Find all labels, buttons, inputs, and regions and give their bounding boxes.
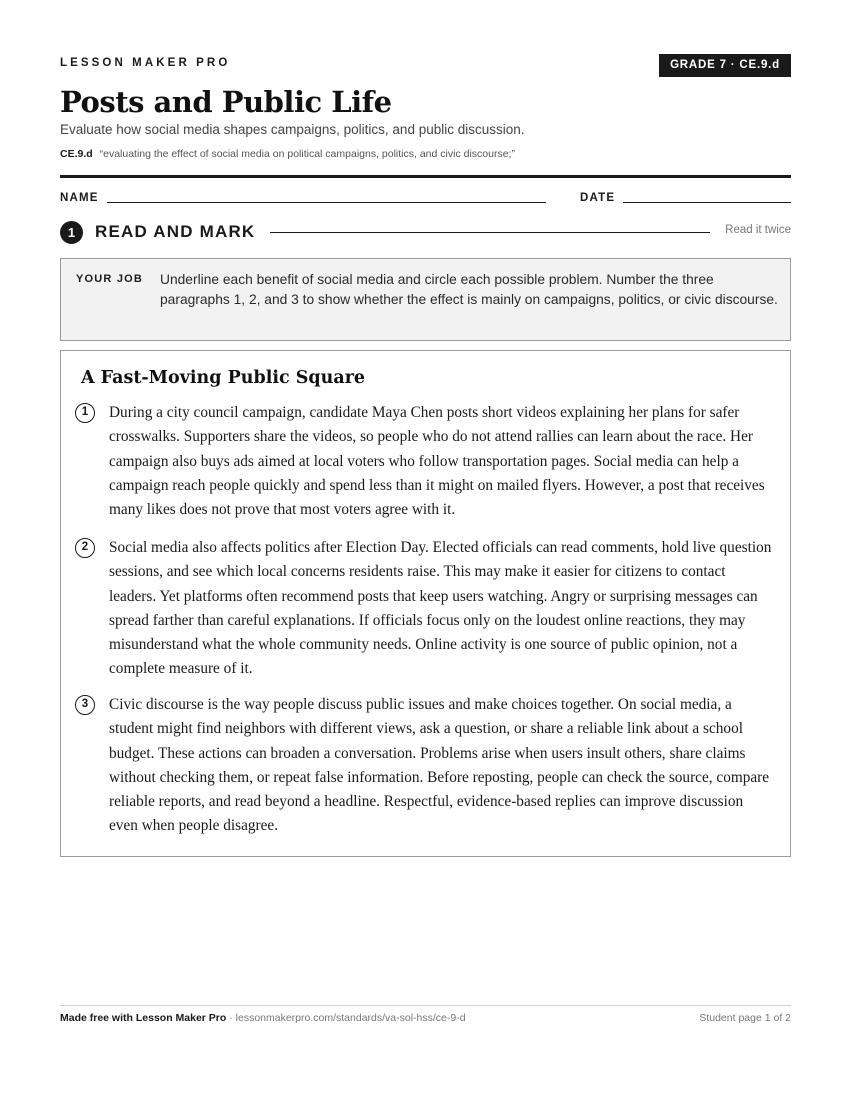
date-label: DATE [580,192,616,204]
page-title: Posts and Public Life [60,85,392,119]
instructions-box [60,258,791,341]
instructions-text: Underline each benefit of social media and circle each possible problem. Number the three paragraphs 1, 2, and 3 to show whether the effect is mainly on campaigns, politics, or civic discourse. [160,272,778,307]
standard-reference [60,148,515,160]
paragraph-number: 1 [75,403,95,423]
reading-title: A Fast-Moving Public Square [81,368,366,388]
name-label: NAME [60,192,99,204]
standard-code: CE.9.d [60,148,93,160]
reading-passage [60,350,791,857]
paragraph-text: Social media also affects politics after Election Day. Elected officials can read comments, hold live question sessions, and see which local concerns residents raise. This may make it easier for citizens to contact leaders. Yet platforms often recommend posts that keep users watching. Angry or surprising messages can spread farther than careful explanations. If officials focus only on the loudest online reactions, they may misunderstand what the whole community needs. Online activity is one source of public opinion, not a complete measure of it. [109,539,772,678]
section-number-badge: 1 [60,221,83,244]
section-divider [270,232,710,233]
paragraph-text: During a city council campaign, candidate Maya Chen posts short videos explaining her plans for safer crosswalks. Supporters share the videos, so people who do not attend rallies can learn about the race. Her campaign also buys ads aimed at local voters who follow transportation pages. Social media can help a campaign reach people quickly and spend less than it might on mailed flyers. However, a post that receives many likes does not prove that most voters agree with it. [109,404,765,519]
name-field[interactable] [107,202,546,203]
footer-made-by: Made free with Lesson Maker Pro [60,1012,227,1024]
paragraph-number: 2 [75,538,95,558]
footer-url[interactable]: · lessonmakerpro.com/standards/va-sol-hss/ce-9-d [226,1012,466,1024]
paragraph-text: Civic discourse is the way people discuss public issues and make choices together. On social media, a student might find neighbors with different views, ask a question, or share a reliable link about a school budget. These actions can broaden a conversation. Problems arise when users insult others, share claims without checking them, or repeat false information. Before reposting, people can check the source, compare reliable reports, and read beyond a headline. Respectful, evidence-based replies can improve discussion even when people disagree. [109,696,770,835]
worksheet-page [60,0,791,1100]
header-divider [60,175,791,178]
footer-credit [60,1012,466,1024]
grade-badge: GRADE 7 · CE.9.d [659,54,791,77]
footer-divider [60,1005,791,1006]
standard-text: “evaluating the effect of social media on political campaigns, politics, and civic discourse;” [99,148,515,160]
page-indicator: Student page 1 of 2 [699,1012,791,1024]
section-note: Read it twice [725,224,791,236]
section-title: READ AND MARK [95,222,256,241]
page-subtitle: Evaluate how social media shapes campaigns, politics, and public discussion. [60,122,525,137]
date-field[interactable] [623,202,791,203]
brand-name: LESSON MAKER PRO [60,57,231,69]
instructions-label: YOUR JOB [76,273,144,285]
paragraph-number: 3 [75,695,95,715]
